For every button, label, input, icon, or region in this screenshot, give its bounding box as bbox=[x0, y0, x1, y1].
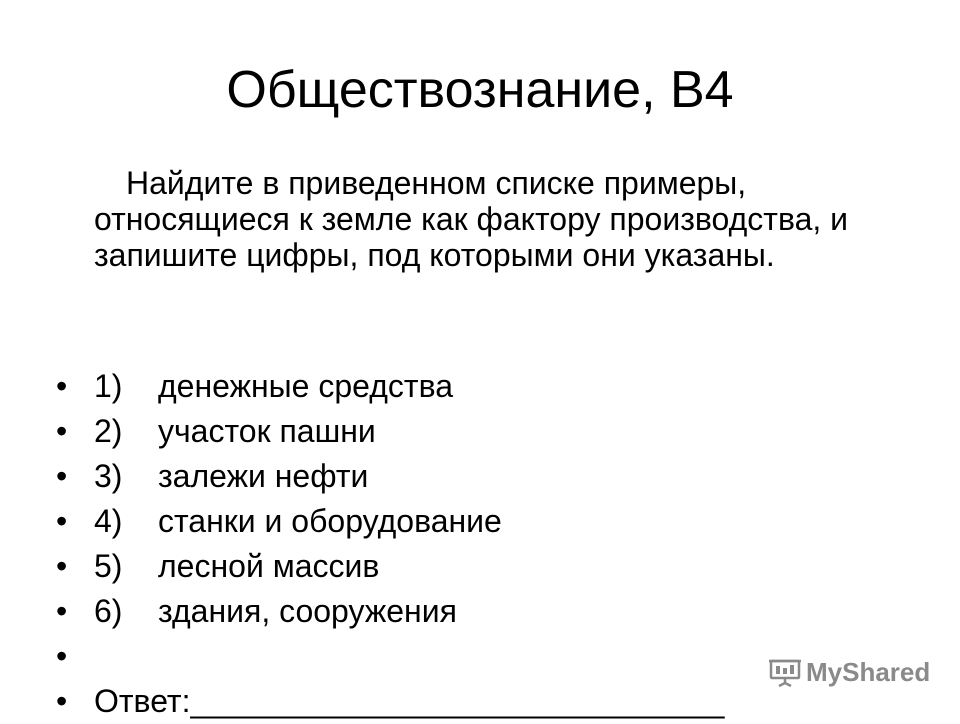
watermark-text: MyShared bbox=[806, 657, 931, 687]
answer-item bbox=[56, 679, 724, 724]
bullet: • bbox=[56, 458, 68, 494]
option-number: 6) bbox=[94, 593, 123, 629]
options-list bbox=[56, 364, 724, 724]
empty-list-item bbox=[56, 634, 724, 679]
bullet: • bbox=[56, 413, 68, 449]
bullet: • bbox=[56, 503, 68, 539]
list-item bbox=[56, 454, 724, 499]
bullet: • bbox=[56, 638, 68, 674]
slide-title: Обществознание, В4 bbox=[226, 61, 734, 119]
list-item bbox=[56, 589, 724, 634]
option-text: станки и оборудование bbox=[158, 503, 502, 539]
presentation-icon bbox=[768, 658, 802, 688]
option-number: 1) bbox=[94, 368, 123, 404]
bullet: • bbox=[56, 593, 68, 629]
option-number: 4) bbox=[94, 503, 123, 539]
option-text: лесной массив bbox=[158, 548, 380, 584]
list-item bbox=[56, 409, 724, 454]
list-item bbox=[56, 499, 724, 544]
list-item bbox=[56, 364, 724, 409]
bullet: • bbox=[56, 368, 68, 404]
option-number: 3) bbox=[94, 458, 123, 494]
task-text: Найдите в приведенном списке примеры, относящиеся к земле как фактору производства, и запишите цифры, под которыми они указаны. bbox=[94, 165, 849, 273]
bullet: • bbox=[56, 548, 68, 584]
option-text: залежи нефти bbox=[158, 458, 369, 494]
list-item bbox=[56, 544, 724, 589]
option-text: денежные средства bbox=[158, 368, 453, 404]
bullet: • bbox=[56, 683, 68, 719]
option-text: здания, сооружения bbox=[158, 593, 457, 629]
watermark bbox=[768, 657, 930, 688]
answer-line: Ответ:______________________________ bbox=[94, 683, 725, 719]
option-number: 2) bbox=[94, 413, 123, 449]
option-text: участок пашни bbox=[158, 413, 376, 449]
option-number: 5) bbox=[94, 548, 123, 584]
